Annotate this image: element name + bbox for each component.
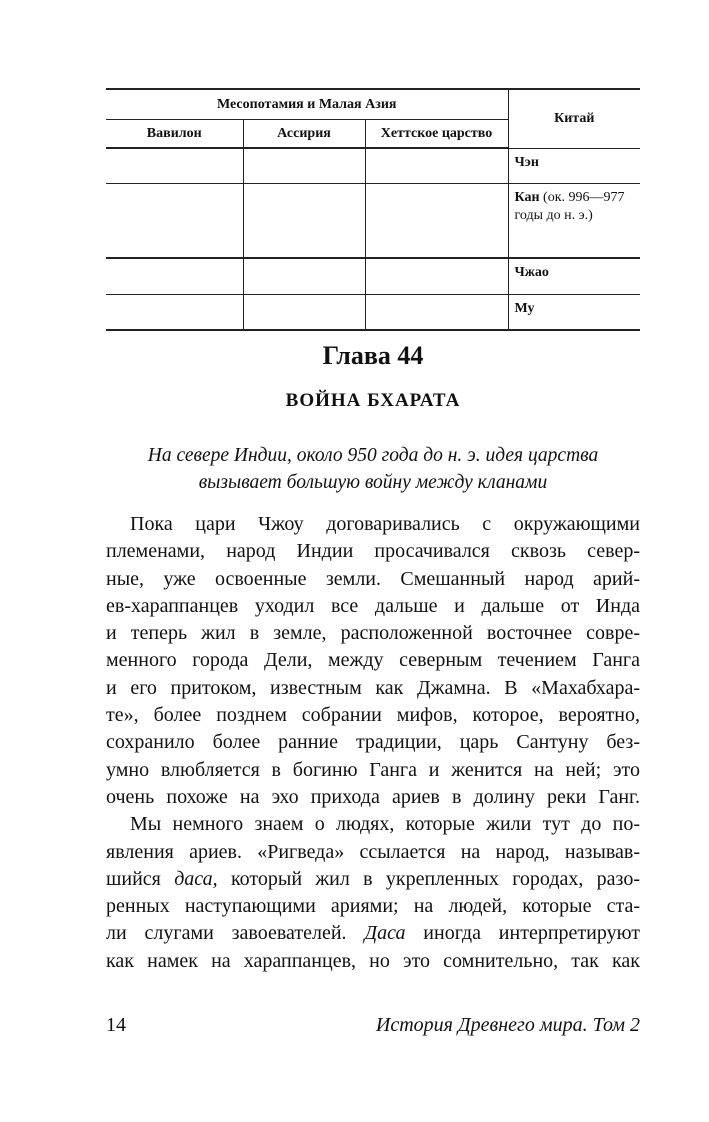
page-number: 14 [106,1014,126,1036]
text-line: менного города Дели, между северным течением Ганга [106,649,640,672]
text-line: Пока цари Чжоу договаривались с окружающими [130,513,640,535]
china-cell: Му [508,294,640,330]
text-line: сохранило более ранние традиции, царь Сантуну без- [106,731,640,754]
paragraph-1 [106,511,640,811]
italic-term: Даса [364,922,406,945]
china-cell: Кан (ок. 996—977 годы до н. э.) [508,183,640,258]
text-line: и теперь жил в земле, расположенной восточнее совре- [106,622,640,645]
table-row [106,258,640,295]
table-header-mesopotamia: Месопотамия и Малая Азия [106,89,508,120]
chronology-table [106,88,640,331]
text-line: ев-хараппанцев уходил все дальше и дальше от Инда [106,594,640,617]
china-cell: Чэн [508,148,640,183]
text-line: шийся даса, который жил в укрепленных городах, разо- [106,867,640,890]
text-line: ренных наступающими ариями; на людей, которые ста- [106,895,640,918]
table-row [106,148,640,183]
chapter-number: Глава 44 [322,341,424,370]
text-line: очень похоже на эхо прихода ариев в долину реки Ганг. [106,785,640,808]
epigraph-line: На севере Индии, около 950 года до н. э. идея царства [147,445,599,466]
text-line: ные, уже освоенные земли. Смешанный народ арий- [106,567,640,590]
text-line: Мы немного знаем о людях, которые жили тут до по- [130,813,640,836]
text-line: ли слугами завоевателей. Даса иногда интерпретируют [106,922,641,945]
text-line: умно влюбляется в богиню Ганга и женится на ней; это [106,758,640,781]
table-header-china: Китай [508,89,640,148]
table-header-assyria: Ассирия [243,120,365,149]
epigraph-line: вызывает большую войну между кланами [198,472,548,493]
body-text [106,511,640,975]
china-cell: Чжао [508,258,640,295]
text-line: племенами, народ Индии просачивался сквозь север- [106,540,640,563]
text-line: те», более позднем собрании мифов, которое, вероятно, [106,704,640,727]
chapter-epigraph [106,442,640,496]
text-line: как намек на хараппанцев, но это сомнительно, так как [106,949,640,972]
paragraph-2 [106,811,640,975]
table-row [106,294,640,330]
table-row [106,183,640,258]
italic-term: даса, [174,867,218,890]
text-line: явления ариев. «Ригведа» ссылается на народ, называв- [106,840,640,863]
chapter-title: ВОЙНА БХАРАТА [285,390,461,411]
table-header-hittite: Хеттское царство [365,120,508,149]
text-line: и его притоком, известным как Джамна. В «Махабхара- [106,676,640,699]
running-footer-title: История Древнего мира. Том 2 [375,1014,640,1036]
table-header-babylon: Вавилон [106,120,243,149]
